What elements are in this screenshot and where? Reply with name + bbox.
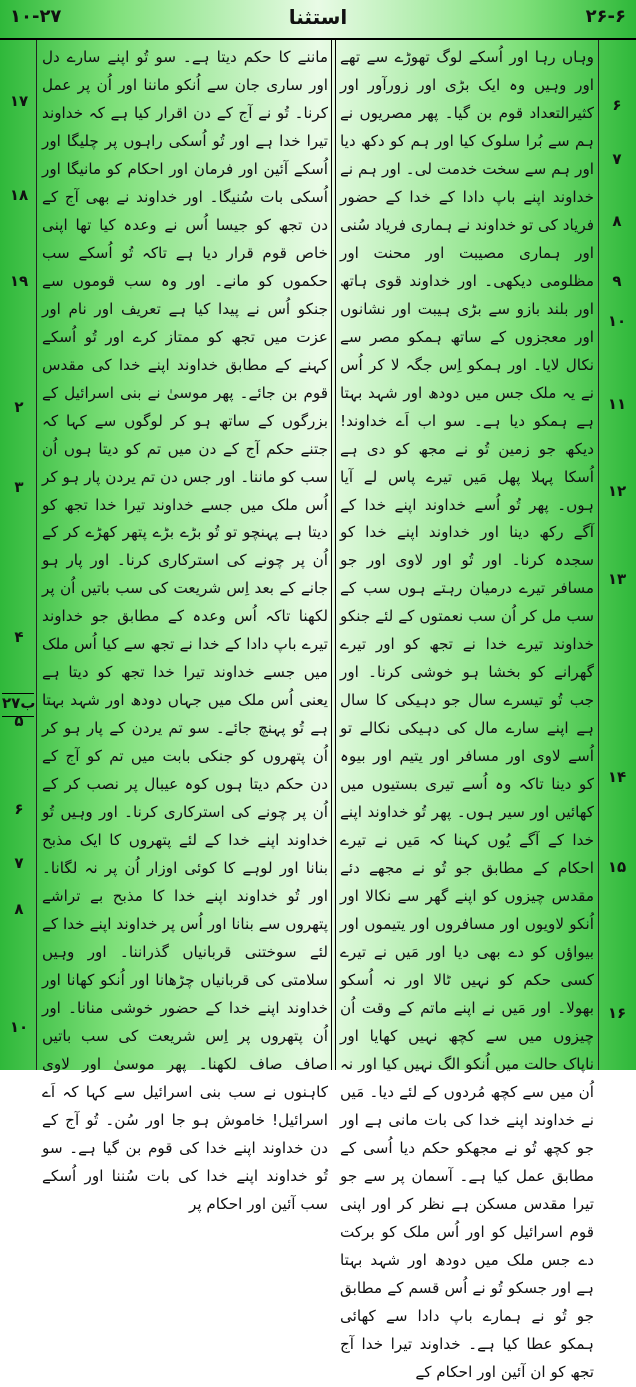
verse-number: ۳ [14,478,24,496]
verse-number: ۴ [14,628,24,646]
verse-number: ۷ [612,150,622,168]
verse-number: ۱۹ [9,272,29,290]
verse-number: ۵ [14,712,24,730]
page-reference-left: ۱۰-۲۷ [10,6,62,27]
book-title: استثنا [288,5,348,29]
verse-number: ۸ [14,900,24,918]
verse-number: ۶ [14,800,24,818]
verse-number: ۱۴ [607,768,627,786]
page-reference-right: ۲۶-۶ [585,6,626,27]
verse-number: ۷ [14,854,24,872]
verse-number: ۱۲ [607,482,627,500]
verse-number: ۲ [14,398,24,416]
verse-number: ۱۳ [607,570,627,588]
verse-number: ۱۶ [607,1004,627,1022]
verse-number: ۱۰ [607,312,627,330]
verse-number: ۱۷ [9,92,29,110]
page-header [0,0,636,40]
verse-number: ۶ [612,96,622,114]
chapter-marker: ۲۷ب [2,693,34,717]
right-column-text: وہاں رہا اور اُسکے لوگ تھوڑے سے تھے اور وہیں وہ ایک بڑی اور زورآور اور کثیرالتعداد قوم بن گیا۔ پھر مصریوں نے ہم سے بُرا سلوک کیا اور ہم کو دکھ دیا اور ہم سے سخت خدمت لی۔ اور ہم نے خداوند اپنے باپ دادا کے خدا کے حضور فریاد کی تو خداوند نے ہماری فریاد سُنی اور ہماری مصیبت اور محنت اور مظلومی دیکھی۔ اور خداوند قوی ہاتھ اور بلند بازو سے بڑی ہیبت اور نشانوں اور معجزوں کے ساتھ ہمکو مصر سے نکال لایا۔ اور ہمکو اِس جگہ لا کر اُس نے یہ ملک جس میں دودھ اور شہد بہتا ہے ہمکو دیا ہے۔ سو اب اَے خداوند! دیکھ جو زمین تُو نے مجھ کو دی ہے اُسکا پہلا پھل مَیں تیرے پاس لے آیا ہوں۔ پھر تُو اُسے خداوند اپنے خدا کے آگے رکھ دینا اور خداوند اپنے خدا کو سجدہ کرنا۔ اور تُو اور لاوی اور جو مسافر تیرے درمیان رہتے ہوں سب کے سب مل کر اُن سب نعمتوں کے لئے جنکو خداوند تیرے خدا نے تجھ کو اور تیرے گھرانے کو بخشا ہو خوشی کرنا۔ اور جب تُو تیسرے سال جو دہیکی کا سال ہے اپنے سارے مال کی دہیکی نکالے تو اُسے لاوی اور مسافر اور یتیم اور بیوہ کو دینا تاکہ وہ اُسے تیری بستیوں میں کھائیں اور سیر ہوں۔ پھر تُو خداوند اپنے خدا کے آگے یُوں کہنا کہ مَیں نے تیرے احکام کے مطابق جو تُو نے مجھے دئے مقدس چیزوں کو اپنے گھر سے نکالا اور اُنکو لاویوں اور مسافروں اور یتیموں اور بیواؤں کو دے بھی دیا اور مَیں نے تیرے کسی حکم کو نہیں ٹالا اور نہ اُسکو بھولا۔ اور مَیں نے اپنے ماتم کے وقت اُن چیزوں میں سے کچھ نہیں کھایا اور ناپاک حالت میں اُنکو الگ نہیں کیا اور نہ اُن میں سے کچھ مُردوں کے لئے دیا۔ مَیں نے خداوند اپنے خدا کی بات مانی ہے اور جو کچھ تُو نے مجھکو حکم دیا اُسی کے مطابق عمل کیا ہے۔ آسمان پر سے جو تیرا مقدس مسکن ہے نظر کر اور اپنی قوم اسرائیل کو اور اُس ملک کو برکت دے جس ملک میں دودھ اور شہد بہتا ہے اور جسکو تُو نے اُس قسم کے مطابق جو تُو نے ہمارے باپ دادا سے کھائی ہمکو عطا کیا ہے۔ خداوند تیرا خدا آج تجھ کو ان آئین اور احکام کے [339,48,594,1381]
left-text-column [42,44,328,1213]
column-divider [331,40,336,1070]
verse-number: ۱۰ [9,1018,29,1036]
verse-number: ۸ [612,212,622,230]
right-margin-rule [598,40,599,1070]
verse-number: ۱۸ [9,186,29,204]
right-text-column [339,44,594,1381]
left-column-text: ماننے کا حکم دیتا ہے۔ سو تُو اپنے سارے دل اور ساری جان سے اُنکو ماننا اور اُن پر عمل کرنا۔ تُو نے آج کے دن اقرار کیا ہے کہ خداوند تیرا خدا ہے اور تُو اُسکی راہوں پر چلیگا اور اُسکے آئین اور فرمان اور احکام کو مانیگا اور اُسکی بات سُنیگا۔ اور خداوند نے بھی آج کے دن تجھ کو جیسا اُس نے وعدہ کیا تھا اپنی خاص قوم قرار دیا ہے تاکہ تُو اُسکے سب حکموں کو مانے۔ اور وہ سب قوموں سے جنکو اُس نے پیدا کیا ہے تعریف اور نام اور عزت میں تجھ کو ممتاز کرے اور تُو اُسکے کہنے کے مطابق خداوند اپنے خدا کی مقدس قوم بن جائے۔ پھر موسیٰ نے بنی اسرائیل کے بزرگوں کے ساتھ ہو کر لوگوں سے کہا کہ جتنے حکم آج کے دن میں تم کو دیتا ہوں اُن سب کو ماننا۔ اور جس دن تم یردن پار ہو کر اُس ملک میں جسے خداوند تیرا خدا تجھ کو دیتا ہے پہنچو تو تُو بڑے بڑے پتھر کھڑے کر کے اُن پر چونے کی استرکاری کرنا۔ اور پار ہو جانے کے بعد اِس شریعت کی سب باتیں اُن پر لکھنا تاکہ اُس وعدہ کے مطابق جو خداوند تیرے باپ دادا کے خدا نے تجھ سے کیا اُس ملک میں جسے خداوند تیرا خدا تجھ کو دیتا ہے یعنی اُس ملک میں جہاں دودھ اور شہد بہتا ہے تُو پہنچ جائے۔ سو تم یردن کے پار ہو کر اُن پتھروں کو جنکی بابت میں تم کو آج کے دن حکم دیتا ہوں کوہ عیبال پر نصب کر کے اُن پر چونے کی استرکاری کرنا۔ اور وہیں تُو خداوند اپنے خدا کے لئے پتھروں کا ایک مذبح بنانا اور لوہے کا کوئی اوزار اُن پر نہ لگانا۔ اور تُو خداوند اپنے خدا کا مذبح بے تراشے پتھروں سے بنانا اور اُس پر خداوند اپنے خدا کے لئے سوختنی قربانیاں گذراننا۔ اور وہیں سلامتی کی قربانیاں چڑھانا اور اُنکو کھانا اور خداوند اپنے خدا کے حضور خوشی منانا۔ اور اُن پتھروں پر اِس شریعت کی سب باتیں صاف صاف لکھنا۔ پھر موسیٰ اور لاوی کاہنوں نے سب بنی اسرائیل سے کہا کہ اَے اسرائیل! خاموش ہو جا اور سُن۔ تُو آج کے دن خداوند اپنے خدا کی قوم بن گیا ہے۔ سو تُو خداوند اپنے خدا کی بات سُننا اور اُسکے سب آئین اور احکام پر [42,48,328,1213]
left-margin-rule [36,40,37,1070]
verse-number: ۱۱ [607,395,627,413]
verse-number: ۱۵ [607,858,627,876]
verse-number: ۹ [612,272,622,290]
